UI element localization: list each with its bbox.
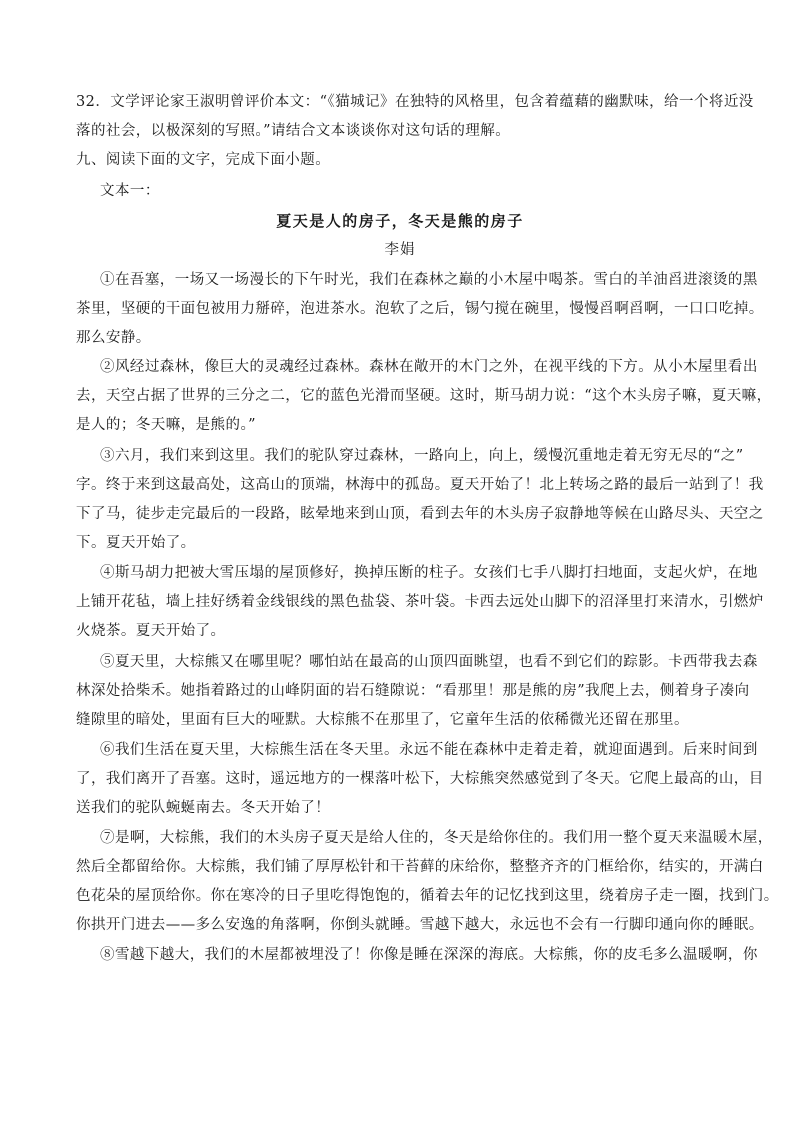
question-line: 32．文学评论家王淑明曾评价本文：“《猫城记》在独特的风格里，包含着蕴藉的幽默味，给一个将近没 (76, 94, 754, 110)
paragraph-line: 是人的；冬天嘛，是熊的。” (76, 417, 257, 433)
paragraph-line: ⑦是啊，大棕熊，我们的木头房子夏天是给人住的，冬天是给你住的。我们用一整个夏天来温暖木屋， (100, 830, 773, 846)
paragraph-line: ④斯马胡力把被大雪压塌的屋顶修好，换掉压断的柱子。女孩们七手八脚打扫地面，支起火炉，在地 (100, 565, 758, 581)
paragraph-line: ⑤夏天里，大棕熊又在哪里呢？哪怕站在最高的山顶四面眺望，也看不到它们的踪影。卡西带我去森 (100, 654, 758, 670)
section-heading: 九、阅读下面的文字，完成下面小题。 (76, 152, 331, 168)
text-label: 文本一： (100, 183, 160, 199)
paragraph-line: ⑥我们生活在夏天里，大棕熊生活在冬天里。永远不能在森林中走着走着，就迎面遇到。后来时间到 (100, 742, 758, 758)
paragraph-line: 色花朵的屋顶给你。你在寒冷的日子里吃得饱饱的，循着去年的记忆找到这里，绕着房子走一圈，找到门。 (76, 888, 779, 904)
paragraph-line: 了，我们离开了吾塞。这时，遥远地方的一棵落叶松下，大棕熊突然感觉到了冬天。它爬上最高的山，目 (76, 771, 764, 787)
question-line: 落的社会，以极深刻的写照。”请结合文本谈谈你对这句话的理解。 (76, 123, 511, 139)
paragraph-line: 缝隙里的暗处，里面有巨大的哑默。大棕熊不在那里了，它童年生活的依稀微光还留在那里。 (76, 712, 689, 728)
paragraph-line: 下了马，徒步走完最后的一段路，眩晕地来到山顶，看到去年的木头房子寂静地等候在山路尽头、天空之 (76, 506, 764, 522)
paragraph-line: 火烧茶。夏天开始了。 (76, 623, 226, 639)
paragraph-line: 然后全都留给你。大棕熊，我们铺了厚厚松针和干苔藓的床给你，整整齐齐的门框给你，结实的，开满白 (76, 859, 764, 875)
paragraph-line: 送我们的驼队蜿蜒南去。冬天开始了！ (76, 800, 331, 816)
paragraph-line: 那么安静。 (76, 330, 151, 346)
paragraph-line: ⑧雪越下越大，我们的木屋都被埋没了！你像是睡在深深的海底。大棕熊，你的皮毛多么温暖啊，你 (100, 947, 758, 963)
paragraph-line: 你拱开门进去——多么安逸的角落啊，你倒头就睡。雪越下越大，永远也不会有一行脚印通向你的睡眠。 (76, 917, 764, 933)
paragraph-line: ③六月，我们来到这里。我们的驼队穿过森林，一路向上，向上，缓慢沉重地走着无穷无尽的“之” (100, 448, 744, 464)
paragraph-line: ②风经过森林，像巨大的灵魂经过森林。森林在敞开的木门之外，在视平线的下方。从小木屋里看出 (100, 359, 758, 375)
paragraph-line: 茶里，坚硬的干面包被用力掰碎，泡进茶水。泡软了之后，锡勺搅在碗里，慢慢舀啊舀啊，一口口吃掉。 (76, 301, 764, 317)
paragraph-line: 上铺开花毡，墙上挂好绣着金线银线的黑色盐袋、茶叶袋。卡西去远处山脚下的沼泽里打来清水，引燃炉 (76, 594, 764, 610)
paragraph-line: 林深处拾柴禾。她指着路过的山峰阴面的岩石缝隙说：“看那里！那是熊的房”我爬上去，侧着身子凑向 (76, 683, 750, 699)
paragraph-line: 下。夏天开始了。 (76, 535, 196, 551)
paragraph-line: 去，天空占据了世界的三分之二，它的蓝色光滑而坚硬。这时，斯马胡力说：“这个木头房子嘛，夏天嘛， (76, 388, 772, 404)
article-author: 李娟 (384, 242, 416, 258)
article-title: 夏天是人的房子，冬天是熊的房子 (276, 212, 524, 230)
paragraph-line: 字。终于来到这最高处，这高山的顶端，林海中的孤岛。夏天开始了！北上转场之路的最后一站到了！我 (76, 477, 764, 493)
paragraph-line: ①在吾塞，一场又一场漫长的下午时光，我们在森林之巅的小木屋中喝茶。雪白的羊油舀进滚烫的黑 (100, 272, 758, 288)
